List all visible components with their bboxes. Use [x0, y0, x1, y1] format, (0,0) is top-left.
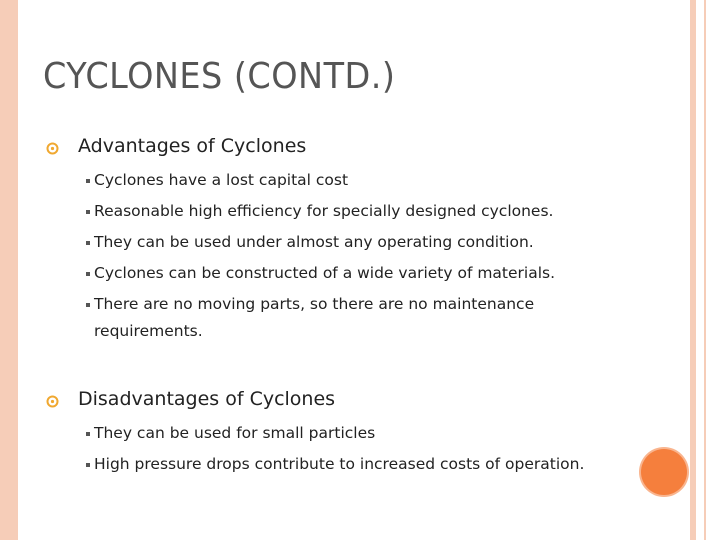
list-item: Cyclones can be constructed of a wide variety of materials. — [86, 260, 604, 287]
list-item: Cyclones have a lost capital cost — [86, 167, 604, 194]
square-bullet-icon — [86, 432, 90, 436]
square-bullet-icon — [86, 179, 90, 183]
sun-bullet-icon — [46, 391, 59, 404]
sun-bullet-icon — [46, 138, 59, 151]
slide-title: CYCLONES (CONTD.) — [43, 56, 396, 97]
slide-border-right — [690, 0, 696, 540]
square-bullet-icon — [86, 272, 90, 276]
slide-border-left — [0, 0, 18, 540]
decorative-orange-circle — [641, 449, 687, 495]
disadvantages-heading — [46, 388, 335, 410]
disadvantages-list — [86, 420, 634, 482]
list-item: High pressure drops contribute to increased costs of operation. — [86, 451, 634, 478]
square-bullet-icon — [86, 210, 90, 214]
list-item: Reasonable high efficiency for specially designed cyclones. — [86, 198, 604, 225]
slide-border-right-thin — [704, 0, 706, 540]
advantages-list — [86, 167, 604, 349]
advantages-heading-text: Advantages of Cyclones — [78, 135, 307, 157]
advantages-heading — [46, 135, 306, 157]
list-item: They can be used for small particles — [86, 420, 604, 447]
square-bullet-icon — [86, 241, 90, 245]
list-item: They can be used under almost any operating condition. — [86, 229, 604, 256]
list-item: There are no moving parts, so there are no maintenance requirements. — [86, 291, 574, 345]
square-bullet-icon — [86, 303, 90, 307]
disadvantages-heading-text: Disadvantages of Cyclones — [78, 388, 336, 410]
square-bullet-icon — [86, 463, 90, 467]
